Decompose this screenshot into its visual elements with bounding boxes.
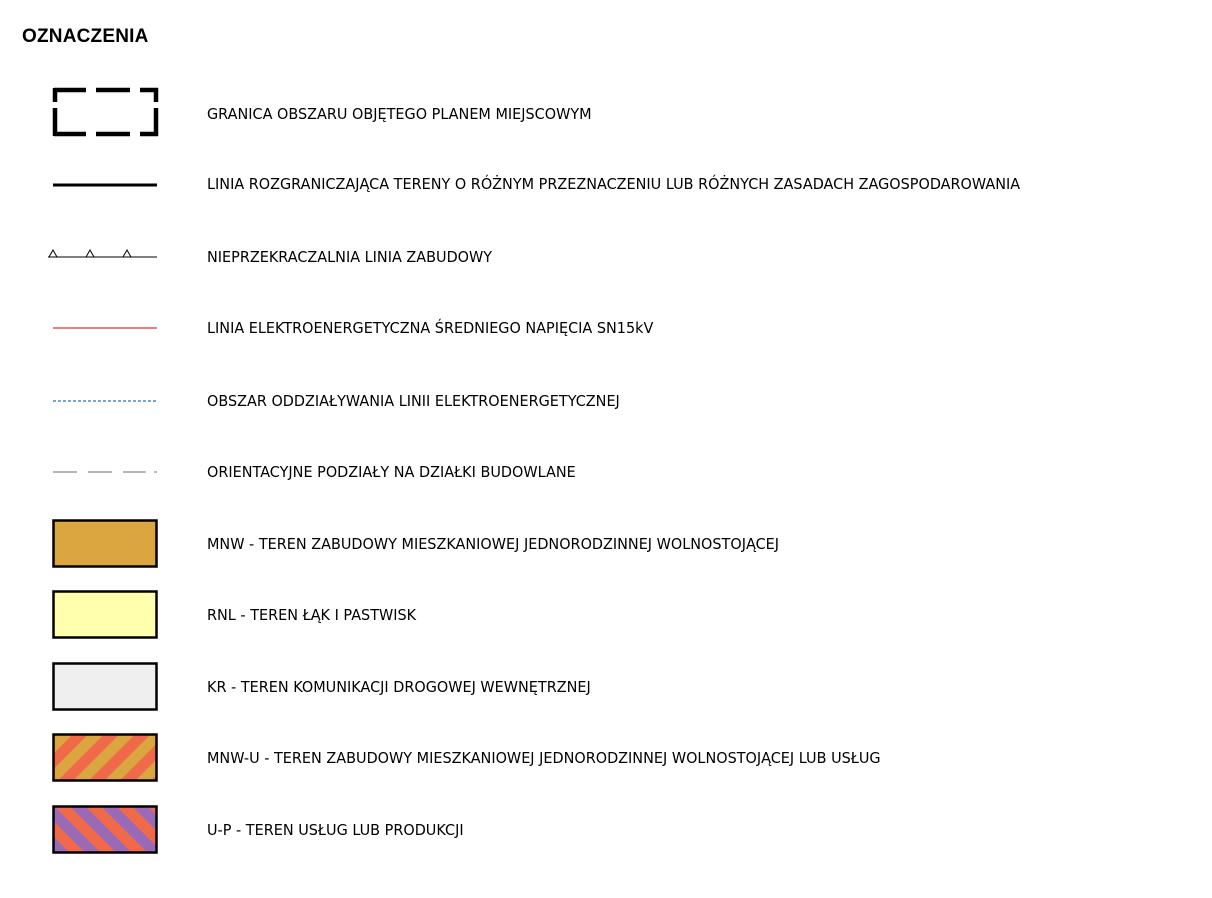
triangle-line-icon bbox=[48, 227, 162, 287]
legend-item-building-line bbox=[0, 227, 1212, 287]
legend-label-mnw-u: MNW-U - TEREN ZABUDOWY MIESZKANIOWEJ JEDNORODZINNEJ WOLNOSTOJĄCEJ LUB USŁUG bbox=[207, 749, 881, 767]
legend-label-power-line: LINIA ELEKTROENERGETYCZNA ŚREDNIEGO NAPIĘCIA SN15kV bbox=[207, 319, 654, 337]
red-line-icon bbox=[48, 298, 162, 358]
legend-item-kr bbox=[0, 657, 1212, 717]
mnw-swatch-icon bbox=[48, 514, 162, 574]
legend-item-influence-zone bbox=[0, 371, 1212, 431]
legend-title: OZNACZENIA bbox=[22, 26, 149, 47]
legend-item-u-p bbox=[0, 800, 1212, 860]
legend-label-building-line: NIEPRZEKRACZALNIA LINIA ZABUDOWY bbox=[207, 248, 493, 266]
legend-item-rnl bbox=[0, 585, 1212, 645]
legend-item-plan-boundary bbox=[0, 84, 1212, 144]
legend-item-mnw bbox=[0, 514, 1212, 574]
legend-item-mnw-u bbox=[0, 728, 1212, 788]
legend-label-u-p: U-P - TEREN USŁUG LUB PRODUKCJI bbox=[207, 821, 464, 839]
gray-dashed-line-icon bbox=[48, 442, 162, 502]
legend-label-kr: KR - TEREN KOMUNIKACJI DROGOWEJ WEWNĘTRZNEJ bbox=[207, 678, 591, 696]
legend-label-influence-zone: OBSZAR ODDZIAŁYWANIA LINII ELEKTROENERGETYCZNEJ bbox=[207, 392, 620, 410]
solid-line-icon bbox=[48, 154, 162, 214]
legend-label-rnl: RNL - TEREN ŁĄK I PASTWISK bbox=[207, 606, 417, 624]
legend-label-mnw: MNW - TEREN ZABUDOWY MIESZKANIOWEJ JEDNORODZINNEJ WOLNOSTOJĄCEJ bbox=[207, 535, 779, 553]
legend-item-power-line bbox=[0, 298, 1212, 358]
dashed-boundary-icon bbox=[48, 84, 162, 144]
mnw-u-swatch-icon bbox=[48, 728, 162, 788]
u-p-swatch-icon bbox=[48, 800, 162, 860]
legend-item-plot-division bbox=[0, 442, 1212, 502]
legend-label-plot-division: ORIENTACYJNE PODZIAŁY NA DZIAŁKI BUDOWLANE bbox=[207, 463, 576, 481]
kr-swatch-icon bbox=[48, 657, 162, 717]
blue-dashed-line-icon bbox=[48, 371, 162, 431]
legend-label-dividing-line: LINIA ROZGRANICZAJĄCA TERENY O RÓŻNYM PRZEZNACZENIU LUB RÓŻNYCH ZASADACH ZAGOSPODAROWANIA bbox=[207, 175, 1021, 193]
rnl-swatch-icon bbox=[48, 585, 162, 645]
legend-label-plan-boundary: GRANICA OBSZARU OBJĘTEGO PLANEM MIEJSCOWYM bbox=[207, 105, 592, 123]
legend-item-dividing-line bbox=[0, 154, 1212, 214]
